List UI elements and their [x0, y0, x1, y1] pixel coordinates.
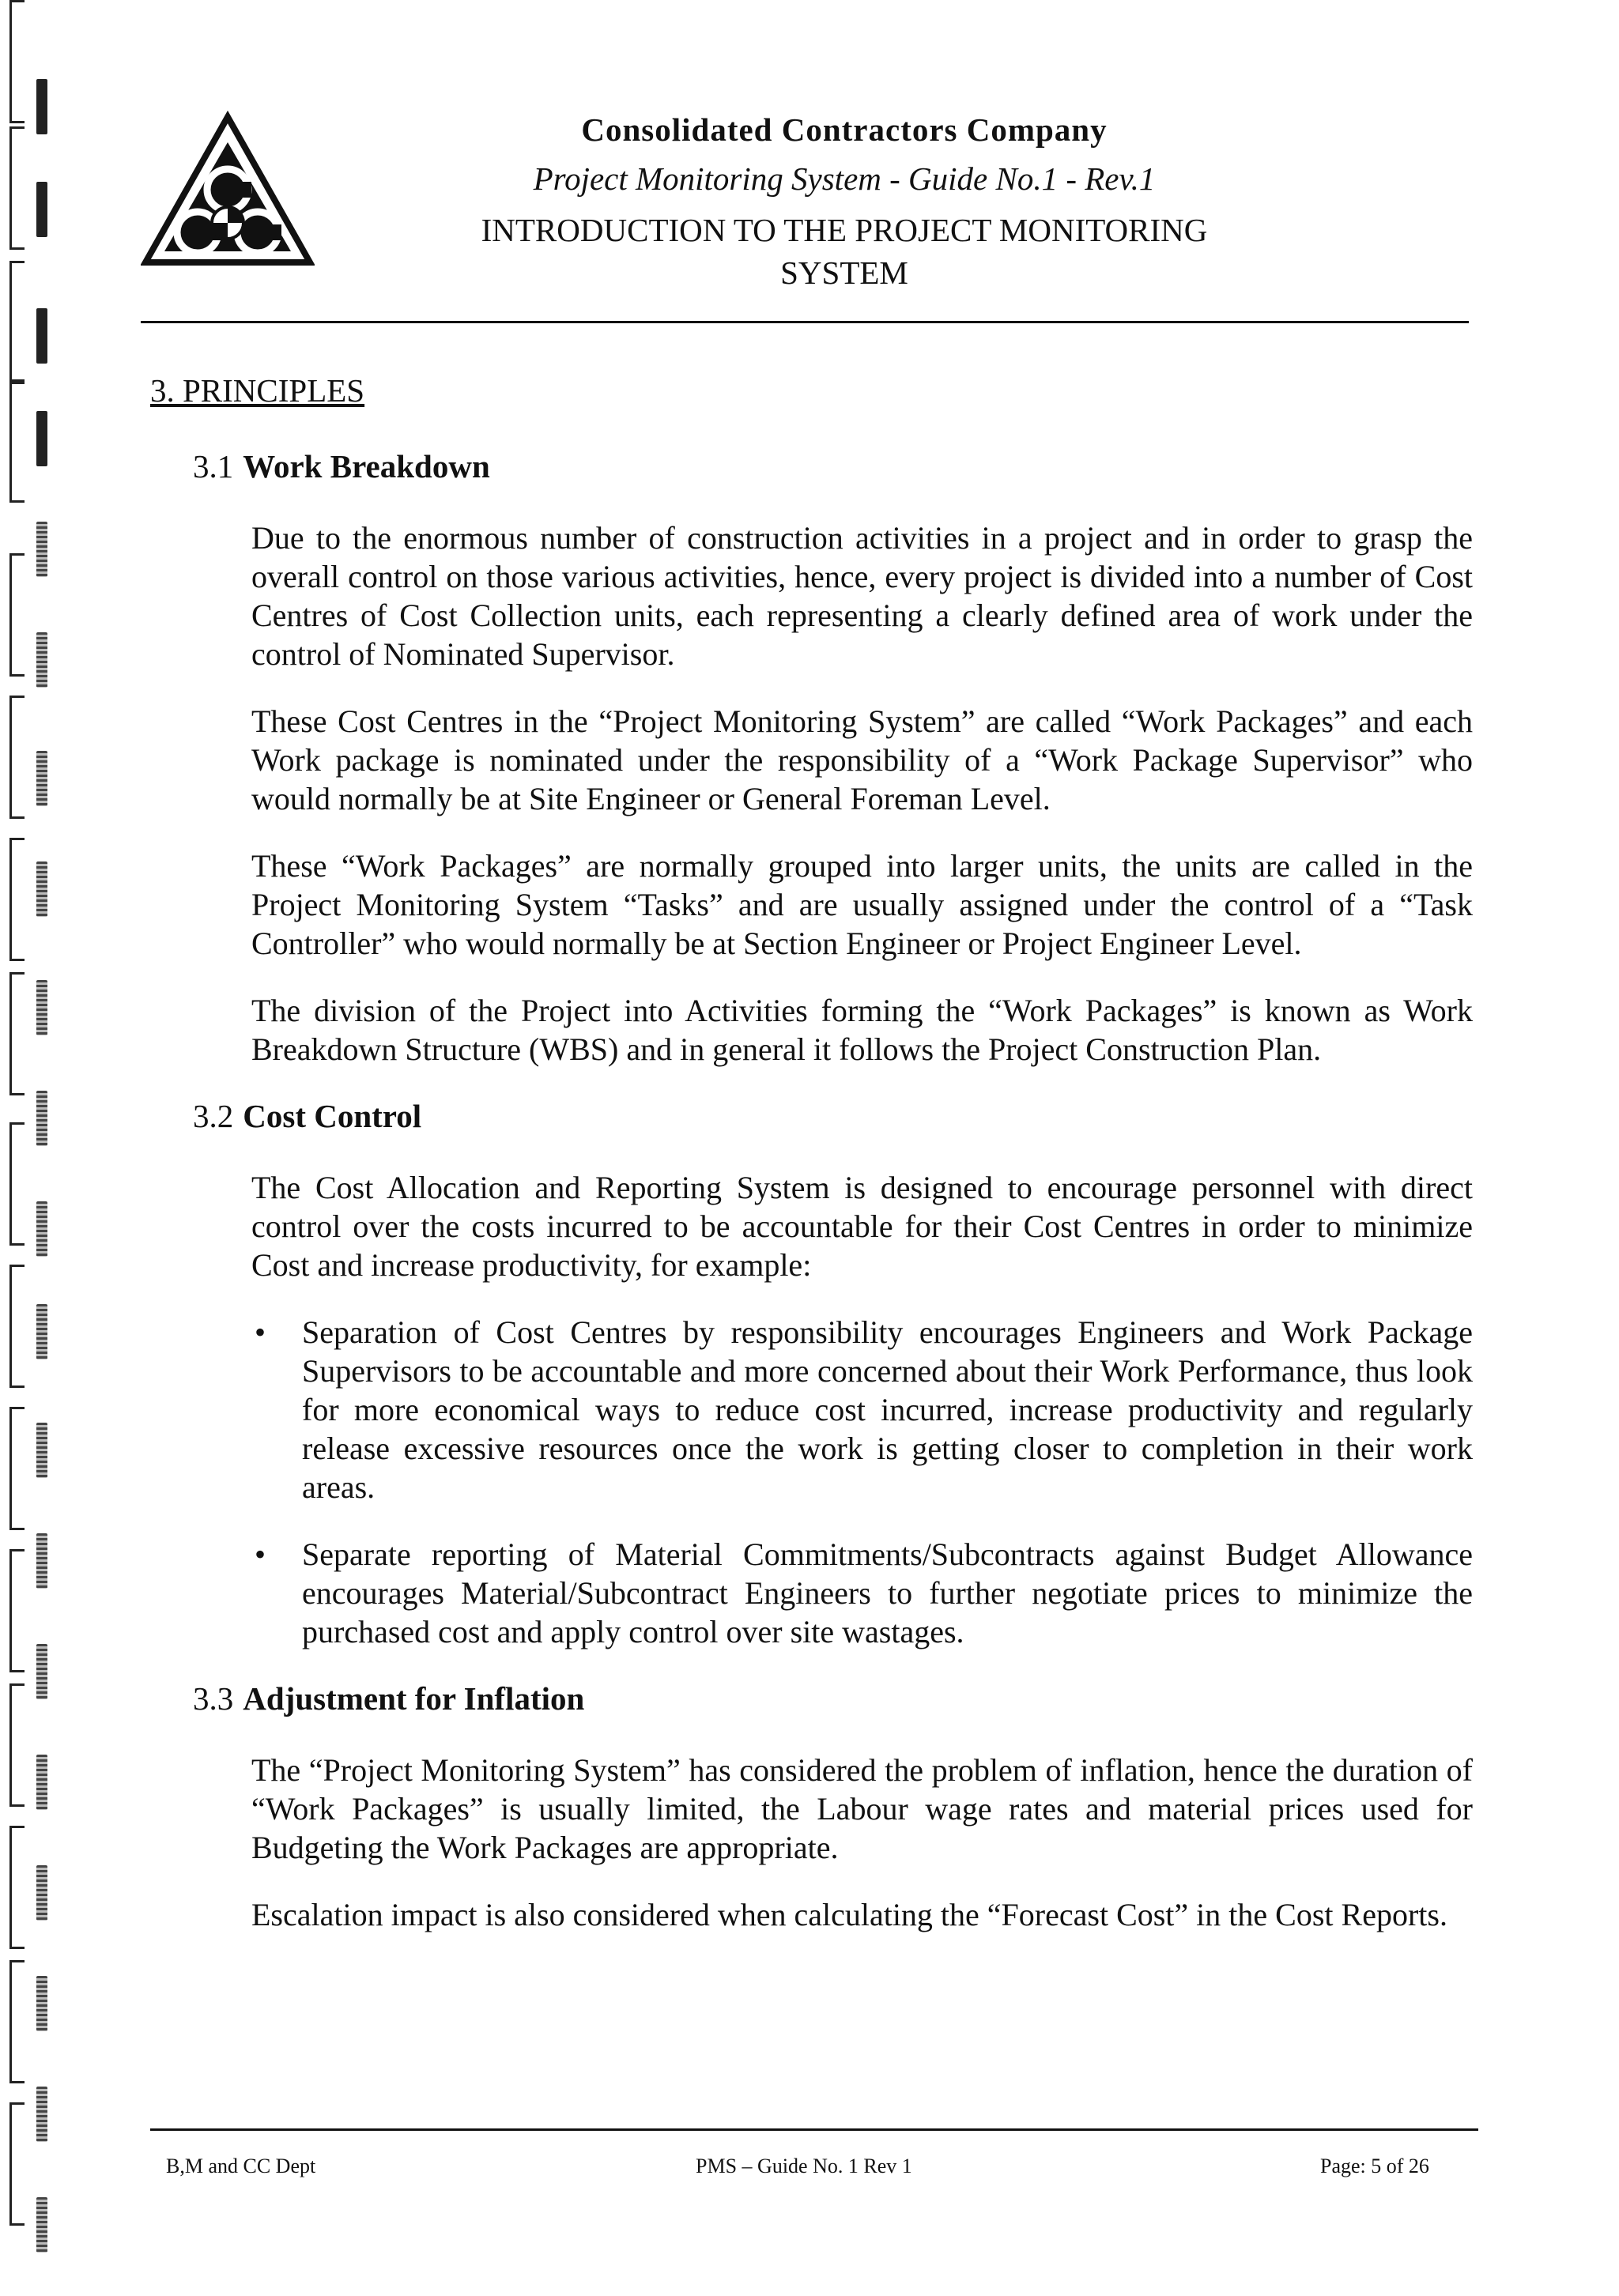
paragraph: The division of the Project into Activities forming the “Work Packages” is known as Work Breakdown Structure (WBS) and in general it follows the Project Construction Plan. [251, 993, 1473, 1067]
binding-hole [36, 1865, 47, 1921]
bullet-icon: • [255, 1536, 266, 1572]
binding-hole [36, 1423, 47, 1478]
subsection-number: 3.1 [193, 448, 234, 484]
company-name: Consolidated Contractors Company [581, 111, 1108, 148]
list-item-text: Separation of Cost Centres by responsibility encourages Engineers and Work Package Supervisors to be accountable and more concerned about their Work Performance, thus look for more economical ways to reduce cost incurred, increase productivity and regularly release excessive resources once the work is getting closer to completion in their work areas. [302, 1314, 1473, 1505]
binding-hole [36, 1644, 47, 1699]
footer-guide-ref: PMS – Guide No. 1 Rev 1 [696, 2155, 912, 2177]
binding-bracket [9, 1826, 25, 1949]
header-divider [141, 321, 1469, 323]
document-title-line-1: INTRODUCTION TO THE PROJECT MONITORING [481, 212, 1208, 248]
binding-hole [36, 861, 47, 917]
footer-divider [150, 2128, 1478, 2131]
binding-hole [36, 308, 47, 364]
bullet-list [251, 1313, 1473, 1651]
bullet-icon: • [255, 1314, 266, 1350]
binding-bracket [9, 1549, 25, 1672]
document-title-line-2: SYSTEM [780, 254, 908, 291]
binding-hole [36, 1304, 47, 1359]
binding-bracket [9, 1960, 25, 2083]
paragraph: Escalation impact is also considered when calculating the “Forecast Cost” in the Cost Reports. [251, 1897, 1447, 1932]
page-content [150, 371, 1478, 1962]
paragraph: These Cost Centres in the “Project Monitoring System” are called “Work Packages” and each Work package is nominated under the responsibility of a “Work Package Supervisor” who would normally be at Site Engineer or General Foreman Level. [251, 703, 1473, 816]
binding-bracket [9, 1265, 25, 1388]
binding-bracket [9, 1407, 25, 1530]
binding-hole [36, 632, 47, 688]
system-guide-line: Project Monitoring System - Guide No.1 - Rev.1 [533, 160, 1156, 197]
binding-bracket [9, 379, 25, 503]
binding-bracket [9, 1122, 25, 1246]
list-item [251, 1535, 1473, 1651]
subsection-number: 3.3 [193, 1680, 234, 1717]
footer-page-number: Page: 5 of 26 [1320, 2155, 1429, 2177]
binding-edge [0, 0, 63, 2296]
header-text [338, 111, 1350, 294]
binding-hole [36, 980, 47, 1035]
subsection-title [193, 1097, 1478, 1135]
binding-hole [36, 1201, 47, 1257]
list-item-text: Separate reporting of Material Commitments/Subcontracts against Budget Allowance encourages Material/Subcontract Engineers to further negotiate prices to minimize the purchased cost and apply control over site wastages. [302, 1536, 1473, 1649]
binding-hole [36, 1976, 47, 2031]
binding-bracket [9, 126, 25, 250]
binding-hole [36, 522, 47, 577]
list-item [251, 1313, 1473, 1506]
binding-bracket [9, 553, 25, 677]
subsection-heading: Adjustment for Inflation [243, 1680, 585, 1717]
binding-bracket [9, 696, 25, 819]
binding-bracket [9, 0, 25, 123]
binding-hole [36, 1755, 47, 1810]
subsection-heading: Work Breakdown [243, 448, 490, 484]
page-header [141, 95, 1469, 324]
binding-hole [36, 182, 47, 237]
binding-hole [36, 751, 47, 806]
paragraph: These “Work Packages” are normally grouped into larger units, the units are called in the Project Monitoring System “Tasks” and are usually assigned under the control of a “Task Controller” who would normally be at Section Engineer or Project Engineer Level. [251, 848, 1473, 961]
binding-bracket [9, 838, 25, 961]
paragraph: The Cost Allocation and Reporting System is designed to encourage personnel with direct control over the costs incurred to be accountable for their Cost Centres in order to minimize Cost and increase productivity, for example: [251, 1170, 1473, 1283]
binding-bracket [9, 1683, 25, 1807]
paragraph: Due to the enormous number of construction activities in a project and in order to grasp the overall control on those various activities, hence, every project is divided into a number of Cost Centres of Cost Collection units, each representing a clearly defined area of work under the control of Nominated Supervisor. [251, 520, 1473, 672]
binding-bracket [9, 972, 25, 1095]
binding-hole [36, 1533, 47, 1589]
document-title [338, 209, 1350, 294]
binding-bracket [9, 2102, 25, 2226]
subsection-heading: Cost Control [243, 1098, 422, 1134]
footer-department: B,M and CC Dept [166, 2155, 316, 2177]
section-title: 3. PRINCIPLES [150, 372, 365, 409]
binding-hole [36, 1091, 47, 1146]
binding-hole [36, 2087, 47, 2142]
subsection-title [193, 447, 1478, 485]
paragraph: The “Project Monitoring System” has considered the problem of inflation, hence the duration of “Work Packages” is usually limited, the Labour wage rates and material prices used for Budgeting the Work Packages are appropriate. [251, 1752, 1473, 1865]
subsection-number: 3.2 [193, 1098, 234, 1134]
binding-hole [36, 79, 47, 134]
binding-hole [36, 411, 47, 466]
binding-bracket [9, 261, 25, 384]
subsection-title [193, 1680, 1478, 1717]
binding-hole [36, 2197, 47, 2253]
ccc-triangle-logo-icon [141, 111, 315, 269]
